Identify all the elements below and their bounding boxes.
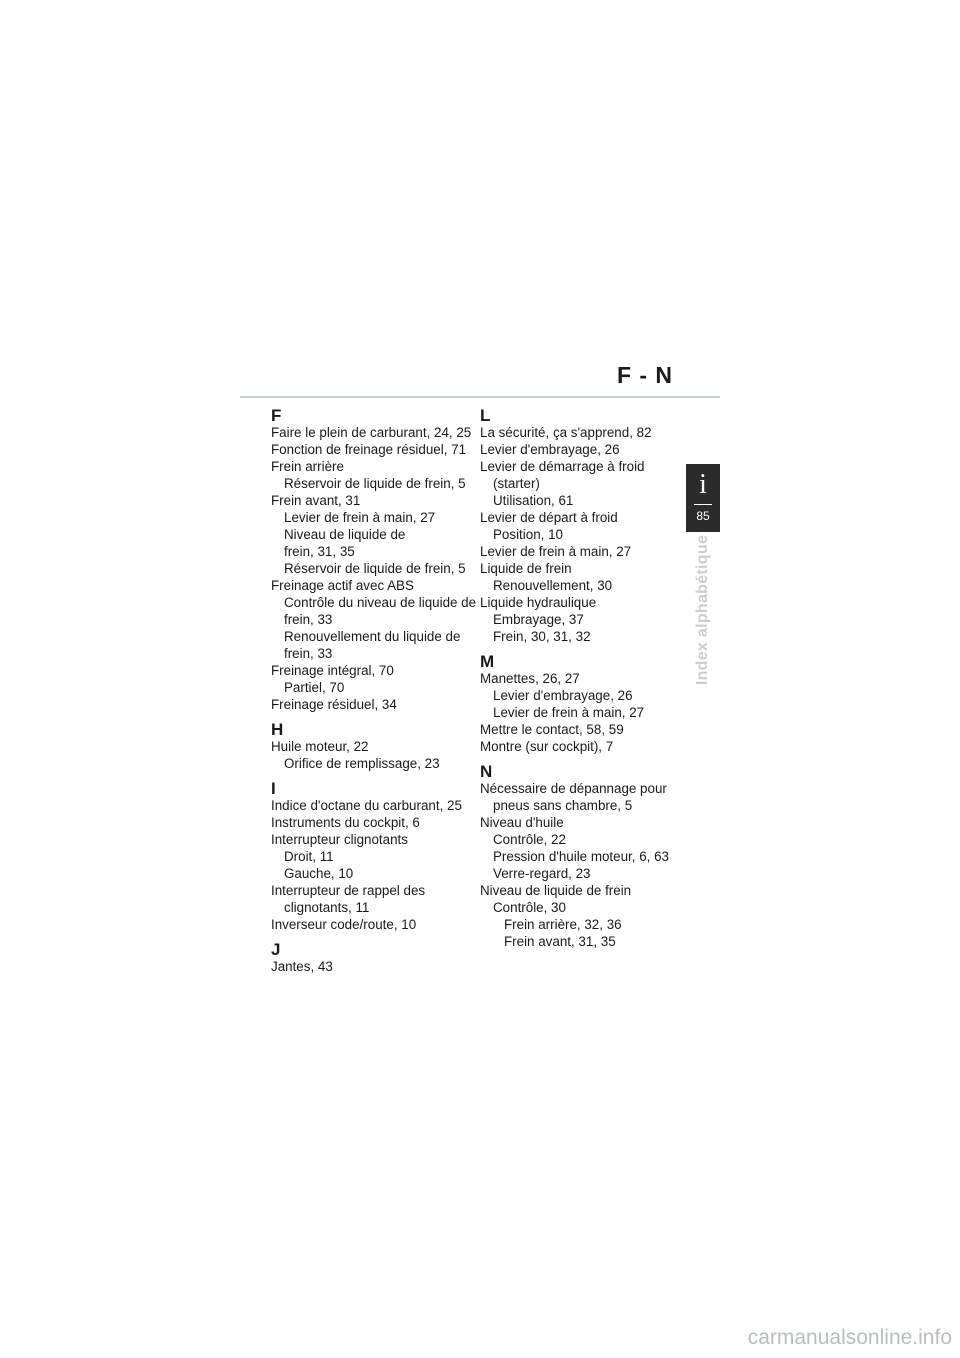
index-subentry: Gauche, 10 — [284, 866, 354, 881]
index-subentry: pneus sans chambre, 5 — [493, 798, 633, 813]
index-subentry: frein, 31, 35 — [284, 544, 355, 559]
index-entry: Levier de départ à froid — [480, 510, 618, 525]
index-subentry: frein, 33 — [284, 646, 333, 661]
index-entry: Fonction de freinage résiduel, 71 — [271, 442, 467, 457]
index-subentry: Verre-regard, 23 — [493, 866, 591, 881]
index-entry: Freinage résiduel, 34 — [271, 697, 397, 712]
index-subentry: (starter) — [493, 476, 540, 491]
index-entry: Frein avant, 31 — [271, 493, 361, 508]
index-entry: Interrupteur clignotants — [271, 832, 408, 847]
index-column-right — [480, 408, 680, 950]
index-letter-heading: L — [480, 406, 491, 425]
index-entry: Montre (sur cockpit), 7 — [480, 739, 614, 754]
index-entry: Levier de démarrage à froid — [480, 459, 645, 474]
index-subentry: Frein arrière, 32, 36 — [504, 917, 622, 932]
index-entry: Levier d'embrayage, 26 — [480, 442, 620, 457]
index-entry: Liquide de frein — [480, 561, 572, 576]
index-subentry: Orifice de remplissage, 23 — [284, 756, 440, 771]
index-range-title: F - N — [616, 362, 674, 388]
index-entry: Jantes, 43 — [271, 959, 333, 974]
index-letter-heading: N — [480, 762, 493, 781]
chapter-tab — [686, 464, 720, 532]
section-label: Index alphabétique — [694, 534, 711, 686]
index-subentry: Renouvellement, 30 — [493, 578, 613, 593]
index-subentry: Partiel, 70 — [284, 680, 345, 695]
index-entry: Huile moteur, 22 — [271, 739, 369, 754]
index-entry: La sécurité, ça s'apprend, 82 — [480, 425, 652, 440]
index-subentry: Levier d'embrayage, 26 — [493, 688, 633, 703]
info-i-icon: i — [699, 469, 707, 500]
index-subentry: Réservoir de liquide de frein, 5 — [284, 561, 466, 576]
index-letter-heading: M — [480, 652, 495, 671]
index-entry: Liquide hydraulique — [480, 595, 597, 610]
index-entry: Frein arrière — [271, 459, 344, 474]
index-entry: Nécessaire de dépannage pour — [480, 781, 667, 796]
index-subentry: Frein avant, 31, 35 — [504, 934, 616, 949]
index-column-left — [271, 406, 477, 975]
tab-divider — [694, 504, 712, 505]
index-subentry: Levier de frein à main, 27 — [493, 705, 645, 720]
index-subentry: Niveau de liquide de — [284, 527, 406, 542]
index-entry: Manettes, 26, 27 — [480, 671, 580, 686]
index-letter-heading: H — [271, 720, 284, 739]
index-entry: Niveau d'huile — [480, 815, 564, 830]
index-entry: Niveau de liquide de frein — [480, 883, 632, 898]
index-entry: Instruments du cockpit, 6 — [271, 815, 420, 830]
index-entry: Interrupteur de rappel des — [271, 883, 426, 898]
index-subentry: Renouvellement du liquide de — [284, 629, 461, 644]
index-subentry: clignotants, 11 — [284, 900, 370, 915]
index-subentry: Contrôle du niveau de liquide de — [284, 595, 477, 610]
index-letter-heading: I — [271, 779, 276, 798]
page-number: 85 — [696, 509, 710, 523]
index-subentry: Réservoir de liquide de frein, 5 — [284, 476, 466, 491]
index-entry: Freinage intégral, 70 — [271, 663, 394, 678]
watermark: carmanualsonline.info — [747, 1326, 952, 1349]
index-subentry: Embrayage, 37 — [493, 612, 584, 627]
header-rule — [240, 396, 720, 398]
index-subentry: Pression d'huile moteur, 6, 63 — [493, 849, 669, 864]
index-entry: Freinage actif avec ABS — [271, 578, 414, 593]
index-letter-heading: J — [271, 940, 281, 959]
index-entry: Faire le plein de carburant, 24, 25 — [271, 425, 472, 440]
index-subentry: Levier de frein à main, 27 — [284, 510, 436, 525]
index-subentry: Contrôle, 30 — [493, 900, 566, 915]
index-letter-heading: F — [271, 406, 282, 425]
index-entry: Indice d'octane du carburant, 25 — [271, 798, 462, 813]
index-entry: Mettre le contact, 58, 59 — [480, 722, 624, 737]
index-entry: Inverseur code/route, 10 — [271, 917, 417, 932]
index-subentry: Frein, 30, 31, 32 — [493, 629, 591, 644]
index-subentry: Position, 10 — [493, 527, 563, 542]
index-subentry: Utilisation, 61 — [493, 493, 574, 508]
index-subentry: Contrôle, 22 — [493, 832, 566, 847]
index-subentry: Droit, 11 — [284, 849, 334, 864]
index-subentry: frein, 33 — [284, 612, 333, 627]
index-entry: Levier de frein à main, 27 — [480, 544, 632, 559]
